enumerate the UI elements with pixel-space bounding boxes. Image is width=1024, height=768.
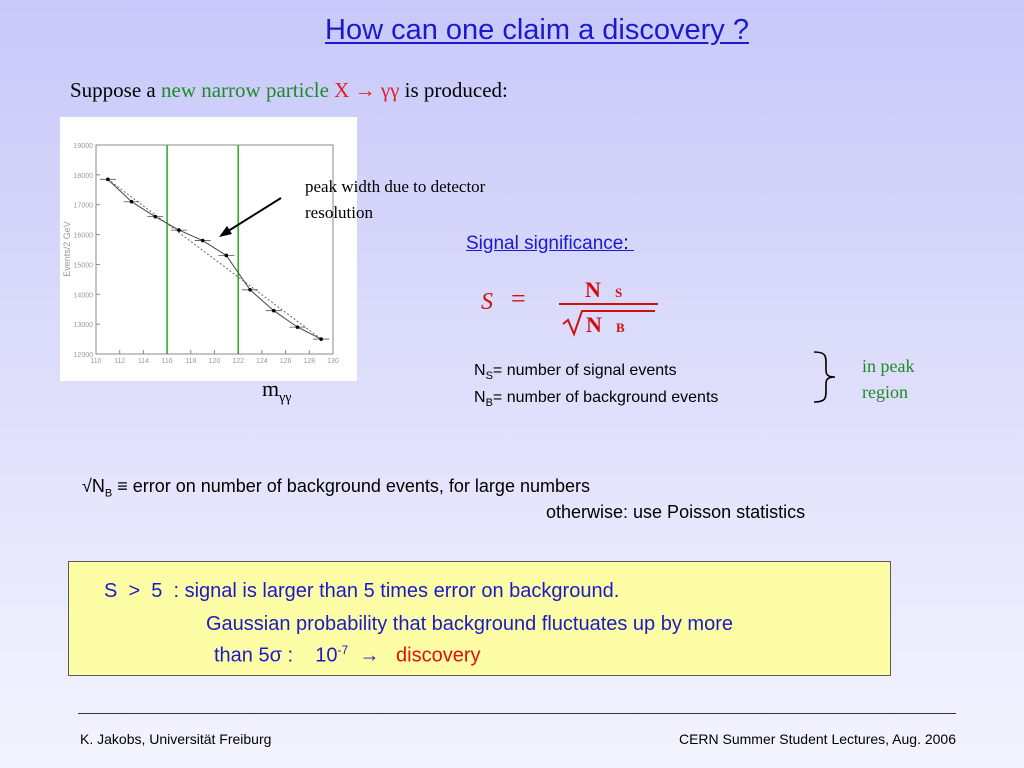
- x-tick-label: 114: [137, 358, 149, 365]
- data-point: [248, 288, 252, 292]
- significance-colon: :: [623, 233, 629, 254]
- data-point: [153, 215, 157, 219]
- significance-heading: [466, 233, 634, 255]
- x-tick-label: 110: [90, 358, 102, 365]
- formula-denominator-sub: B: [616, 320, 625, 335]
- x-axis-label: [262, 376, 292, 406]
- y-tick-label: 13000: [73, 322, 93, 330]
- intro-line: [70, 78, 508, 103]
- ns-definition: [474, 360, 718, 387]
- y-tick-label: 14000: [73, 292, 93, 300]
- plot-frame: [96, 145, 333, 354]
- data-point: [130, 200, 134, 204]
- data-point: [272, 309, 276, 313]
- mass-plot-svg: [60, 117, 357, 381]
- formula-equals: =: [511, 284, 526, 313]
- signal-window-lines: [167, 145, 238, 354]
- intro-highlight: new narrow particle: [161, 78, 329, 102]
- conclusion-line-3: [214, 643, 481, 668]
- conclusion-line-3-prefix: than 5σ : 10: [214, 644, 338, 667]
- conclusion-exponent: -7: [337, 643, 349, 657]
- mass-plot: [60, 117, 357, 381]
- y-tick-label: 19000: [73, 143, 93, 150]
- data-point: [296, 325, 300, 329]
- error-symbol: √N: [82, 476, 105, 496]
- x-tick-group: [90, 350, 339, 365]
- ns-sub: S: [485, 370, 493, 383]
- peak-annotation: [305, 174, 555, 226]
- x-tick-label: 124: [256, 358, 268, 365]
- significance-heading-text: Signal significance: [466, 233, 624, 254]
- conclusion-discovery: discovery: [396, 644, 481, 667]
- x-axis-label-sub: γγ: [279, 390, 292, 406]
- conclusion-line-1: S > 5 : signal is larger than 5 times error on background.: [104, 580, 620, 602]
- x-tick-label: 116: [161, 358, 173, 365]
- data-point: [177, 228, 181, 232]
- conclusion-line-2: Gaussian probability that background fluctuates up by more: [206, 613, 733, 635]
- x-tick-label: 122: [232, 358, 245, 365]
- definitions: [474, 360, 718, 414]
- x-tick-label: 112: [114, 358, 126, 365]
- formula-numerator-sub: S: [615, 285, 623, 300]
- formula-denominator: N: [586, 312, 602, 337]
- ns-symbol: N: [474, 362, 486, 379]
- data-point: [225, 254, 229, 258]
- nb-text: = number of background events: [492, 389, 719, 407]
- peak-region-note: in peak region: [862, 356, 915, 402]
- x-axis-label-main: m: [262, 376, 280, 401]
- nb-symbol: N: [474, 389, 486, 407]
- data-point: [201, 239, 205, 243]
- poisson-note: otherwise: use Poisson statistics: [546, 502, 806, 522]
- x-tick-label: 128: [303, 358, 316, 365]
- error-symbol-sub: B: [104, 487, 113, 500]
- conclusion-arrow: →: [348, 644, 397, 667]
- x-tick-label: 118: [185, 358, 197, 365]
- x-tick-label: 120: [208, 358, 221, 365]
- y-tick-label: 16000: [73, 232, 93, 240]
- significance-formula: [475, 270, 675, 340]
- error-text: ≡ error on number of background events, for large numbers: [112, 476, 590, 496]
- right-brace-icon: [808, 350, 838, 404]
- data-point: [319, 337, 323, 341]
- formula-numerator: N: [585, 277, 601, 302]
- y-axis-label: Events/2 GeV: [62, 221, 72, 277]
- footer-divider: [78, 713, 956, 714]
- y-tick-label: 12000: [73, 352, 93, 359]
- formula-lhs: S: [481, 289, 493, 315]
- slide-title: How can one claim a discovery ?: [325, 14, 749, 46]
- ns-text: = number of signal events: [492, 362, 677, 379]
- y-tick-label: 17000: [73, 202, 93, 210]
- arrow-icon: [215, 196, 285, 240]
- x-tick-label: 130: [327, 358, 339, 365]
- nb-sub: B: [485, 397, 493, 410]
- intro-particle: X → γγ: [334, 78, 400, 102]
- peak-annotation-text: peak width due to detector resolution: [305, 177, 486, 222]
- data-point: [106, 178, 110, 182]
- footer-event: CERN Summer Student Lectures, Aug. 2006: [678, 731, 956, 747]
- intro-suffix: is produced:: [399, 78, 508, 102]
- error-note: [82, 476, 590, 500]
- y-tick-label: 18000: [73, 172, 93, 180]
- footer-author: K. Jakobs, Universität Freiburg: [80, 731, 272, 747]
- nb-definition: [474, 387, 718, 414]
- y-tick-label: 15000: [73, 262, 93, 270]
- intro-prefix: Suppose a: [70, 78, 161, 102]
- x-tick-label: 126: [279, 358, 292, 365]
- sqrt-icon: [563, 311, 655, 334]
